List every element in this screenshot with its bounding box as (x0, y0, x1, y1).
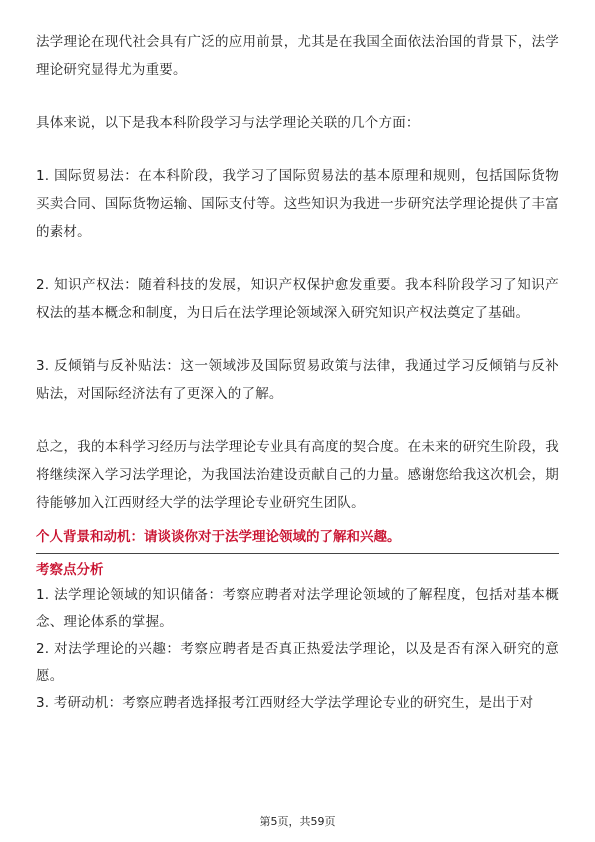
aspects-intro: 具体来说，以下是我本科阶段学习与法学理论关联的几个方面： (36, 115, 420, 131)
intro-paragraph: 法学理论在现代社会具有广泛的应用前景，尤其是在我国全面依法治国的背景下，法学理论研究显得尤为重要。 (36, 34, 559, 78)
analysis-point-1: 1. 法学理论领域的知识储备：考察应聘者对法学理论领域的了解程度，包括对基本概念、理论体系的掌握。 (36, 587, 559, 630)
document-page (36, 28, 559, 717)
page-number: 第5页，共59页 (259, 815, 336, 828)
aspect-item-3: 3. 反倾销与反补贴法：这一领域涉及国际贸易政策与法律，我通过学习反倾销与反补贴法，对国际经济法有了更深入的了解。 (36, 358, 559, 402)
analysis-heading: 考察点分析 (36, 562, 104, 578)
aspect-item-1: 1. 国际贸易法：在本科阶段，我学习了国际贸易法的基本原理和规则，包括国际货物买卖合同、国际货物运输、国际支付等。这些知识为我进一步研究法学理论提供了丰富的素材。 (36, 168, 559, 240)
analysis-point-3: 3. 考研动机：考察应聘者选择报考江西财经大学法学理论专业的研究生，是出于对 (36, 695, 534, 711)
aspect-item-2: 2. 知识产权法：随着科技的发展，知识产权保护愈发重要。我本科阶段学习了知识产权法的基本概念和制度，为日后在法学理论领域深入研究知识产权法奠定了基础。 (36, 277, 559, 321)
analysis-point-2: 2. 对法学理论的兴趣：考察应聘者是否真正热爱法学理论，以及是否有深入研究的意愿。 (36, 641, 559, 684)
conclusion-paragraph: 总之，我的本科学习经历与法学理论专业具有高度的契合度。在未来的研究生阶段，我将继续深入学习法学理论，为我国法治建设贡献自己的力量。感谢您给我这次机会，期待能够加入江西财经大学的法学理论专业研究生团队。 (36, 439, 559, 511)
question-title: 个人背景和动机：请谈谈你对于法学理论领域的了解和兴趣。 (36, 525, 559, 554)
